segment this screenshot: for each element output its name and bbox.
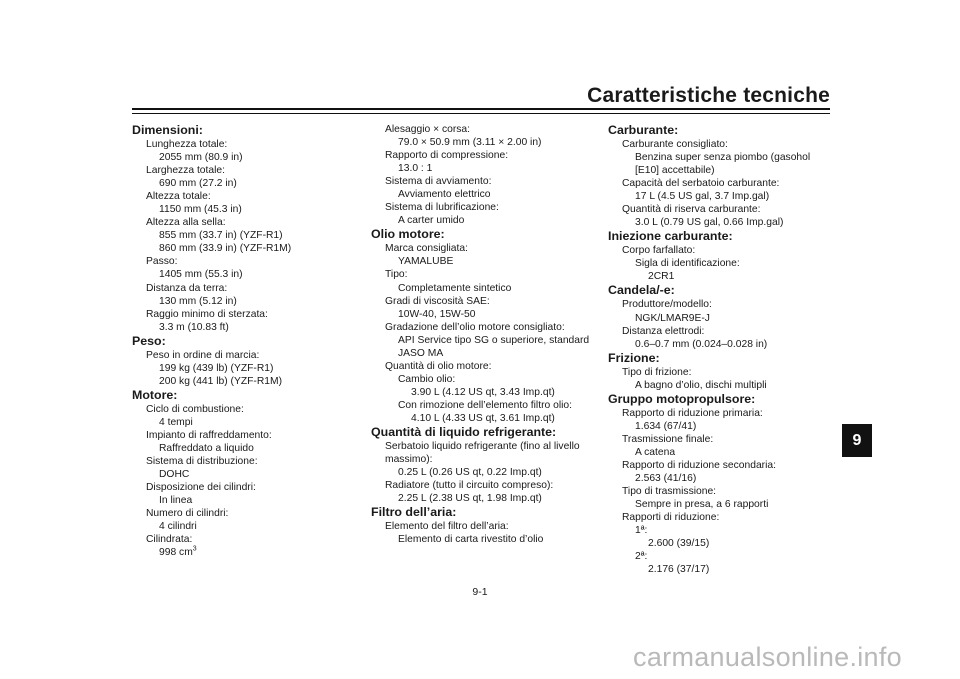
spec-label: Elemento del filtro dell’aria: (385, 521, 509, 533)
spec-label: Tipo: (385, 269, 408, 281)
spec-sublabel: Con rimozione dell’elemento filtro olio: (398, 399, 572, 411)
spec-column-3 (608, 123, 833, 576)
section-heading-dimensioni: Dimensioni: (132, 123, 203, 137)
spec-value: 200 kg (441 lb) (YZF-R1M) (159, 375, 283, 387)
spec-value: Sempre in presa, a 6 rapporti (635, 499, 769, 511)
spec-label: Tipo di trasmissione: (622, 486, 717, 498)
section-heading-iniezione: Iniezione carburante: (608, 229, 733, 244)
section-heading-olio: Olio motore: (371, 227, 445, 242)
spec-label: Rapporto di riduzione primaria: (622, 407, 763, 419)
section-heading-candela: Candela/-e: (608, 283, 675, 298)
section-heading-refrigerante: Quantità di liquido refrigerante: (371, 425, 557, 440)
spec-value: API Service tipo SG o superiore, standard (398, 334, 590, 346)
section-heading-carburante: Carburante: (608, 123, 679, 137)
spec-value: 17 L (4.5 US gal, 3.7 Imp.gal) (635, 191, 770, 203)
spec-value: JASO MA (398, 347, 444, 359)
spec-value: A carter umido (398, 215, 465, 227)
spec-value: In linea (159, 495, 193, 507)
section-heading-peso: Peso: (132, 333, 166, 348)
spec-label: Cilindrata: (146, 534, 193, 546)
spec-value: 4 cilindri (159, 521, 197, 533)
spec-value: 4 tempi (159, 416, 193, 428)
spec-value: YAMALUBE (398, 256, 454, 268)
spec-sublabel: 2ª: (635, 551, 648, 563)
spec-value: 855 mm (33.7 in) (YZF-R1) (159, 230, 283, 242)
spec-label: Quantità di riserva carburante: (622, 204, 761, 216)
spec-value: 3.3 m (10.83 ft) (159, 321, 229, 333)
header-rule-thick (132, 108, 830, 110)
spec-value: 3.90 L (4.12 US qt, 3.43 Imp.qt) (411, 386, 555, 398)
spec-value: 0.25 L (0.26 US qt, 0.22 Imp.qt) (398, 467, 542, 479)
spec-label: Marca consigliata: (385, 243, 468, 255)
spec-value: DOHC (159, 469, 190, 481)
spec-label: Rapporti di riduzione: (622, 512, 720, 524)
spec-label: Disposizione dei cilindri: (146, 482, 256, 494)
spec-value: 3.0 L (0.79 US gal, 0.66 Imp.gal) (635, 217, 784, 229)
spec-label: Corpo farfallato: (622, 245, 696, 257)
spec-value: 0.6–0.7 mm (0.024–0.028 in) (635, 338, 768, 350)
page-title: Caratteristiche tecniche (587, 84, 830, 107)
spec-value: A catena (635, 446, 676, 458)
spec-label: Carburante consigliato: (622, 139, 728, 150)
spec-value: 2CR1 (648, 271, 675, 283)
spec-sublabel: Sigla di identificazione: (635, 258, 740, 270)
spec-label: Ciclo di combustione: (146, 403, 244, 415)
spec-value: 13.0 : 1 (398, 163, 433, 175)
spec-column-1 (132, 123, 342, 559)
spec-value: 4.10 L (4.33 US qt, 3.61 Imp.qt) (411, 412, 555, 424)
spec-value: Avviamento elettrico (398, 189, 491, 201)
spec-label: Alesaggio × corsa: (385, 124, 470, 135)
spec-label: Capacità del serbatoio carburante: (622, 178, 780, 190)
spec-label: Quantità di olio motore: (385, 360, 492, 372)
spec-label: Trasmissione finale: (622, 433, 714, 445)
spec-sublabel: 1ª: (635, 525, 648, 537)
spec-column-2 (371, 123, 596, 546)
spec-label: Rapporto di riduzione secondaria: (622, 459, 776, 471)
spec-label: Passo: (146, 256, 178, 268)
spec-value: 2.600 (39/15) (648, 538, 710, 550)
spec-value: A bagno d’olio, dischi multipli (635, 379, 767, 391)
section-heading-motore: Motore: (132, 387, 178, 402)
header-rule-thin (132, 113, 830, 114)
spec-value: 2.25 L (2.38 US qt, 1.98 Imp.qt) (398, 493, 542, 505)
spec-value: 860 mm (33.9 in) (YZF-R1M) (159, 243, 292, 255)
spec-sublabel: Cambio olio: (398, 373, 456, 385)
cilindrata-value: 998 cm (159, 547, 193, 559)
spec-label: Numero di cilindri: (146, 508, 229, 520)
section-heading-propulsore: Gruppo motopropulsore: (608, 391, 756, 406)
spec-label: Rapporto di compressione: (385, 150, 509, 162)
spec-label: Lunghezza totale: (146, 139, 228, 150)
spec-value: 1.634 (67/41) (635, 420, 697, 432)
spec-value: 1150 mm (45.3 in) (159, 204, 242, 216)
spec-value: 2.563 (41/16) (635, 472, 697, 484)
spec-label: Larghezza totale: (146, 165, 225, 177)
spec-label: Impianto di raffreddamento: (146, 429, 272, 441)
spec-label: Serbatoio liquido refrigerante (fino al livello (385, 441, 580, 453)
spec-value: NGK/LMAR9E-J (635, 312, 710, 324)
spec-value: 79.0 × 50.9 mm (3.11 × 2.00 in) (398, 137, 542, 149)
spec-value: 199 kg (439 lb) (YZF-R1) (159, 362, 274, 374)
spec-value: [E10] accettabile) (635, 165, 715, 177)
spec-label: Distanza da terra: (146, 282, 228, 294)
spec-value: Completamente sintetico (398, 282, 512, 294)
spec-value: 10W-40, 15W-50 (398, 308, 476, 320)
cilindrata-exponent: 3 (192, 545, 197, 553)
spec-label: Produttore/modello: (622, 299, 712, 311)
spec-value (132, 546, 342, 559)
spec-label: Sistema di avviamento: (385, 176, 492, 188)
spec-label: Radiatore (tutto il circuito compreso): (385, 480, 554, 492)
spec-label: Peso in ordine di marcia: (146, 349, 260, 361)
spec-label: Tipo di frizione: (622, 366, 692, 378)
spec-label: Altezza alla sella: (146, 217, 226, 229)
spec-value: 130 mm (5.12 in) (159, 295, 237, 307)
spec-label: Gradi di viscosità SAE: (385, 295, 490, 307)
watermark: carmanualsonline.info (633, 642, 902, 672)
spec-value: 1405 mm (55.3 in) (159, 269, 243, 281)
spec-value: 2.176 (37/17) (648, 564, 710, 576)
spec-label: Raggio minimo di sterzata: (146, 308, 268, 320)
spec-label: Sistema di lubrificazione: (385, 202, 499, 214)
section-heading-frizione: Frizione: (608, 350, 660, 365)
spec-value: Raffreddato a liquido (159, 442, 254, 454)
spec-label: Altezza totale: (146, 191, 211, 203)
spec-label: Gradazione dell’olio motore consigliato: (385, 321, 565, 333)
section-heading-filtro-aria: Filtro dell’aria: (371, 505, 457, 520)
spec-value: 690 mm (27.2 in) (159, 178, 237, 190)
spec-value: Benzina super senza piombo (gasohol (635, 152, 811, 164)
spec-value: 2055 mm (80.9 in) (159, 152, 243, 164)
spec-label: massimo): (385, 454, 433, 466)
page-number: 9-1 (472, 586, 488, 598)
spec-label: Distanza elettrodi: (622, 325, 705, 337)
spec-value: Elemento di carta rivestito d’olio (398, 534, 544, 546)
spec-label: Sistema di distribuzione: (146, 456, 258, 468)
chapter-tab: 9 (842, 424, 872, 457)
